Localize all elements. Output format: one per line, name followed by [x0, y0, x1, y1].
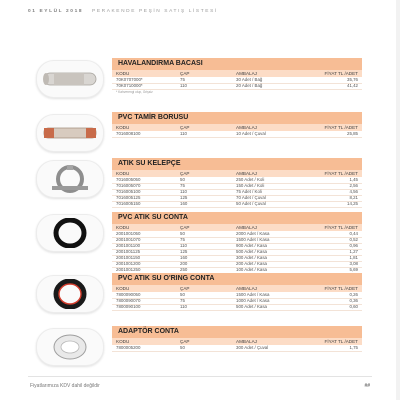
- product-code: 2001001070: [116, 237, 141, 242]
- column-packaging: AMBALAJ: [236, 225, 257, 230]
- header-title: PERAKENDE PEŞİN SATIŞ LİSTESİ: [92, 9, 218, 14]
- product-code: 7800090070: [116, 298, 141, 303]
- product-code: 7016005070: [116, 183, 141, 188]
- column-code: KODU: [116, 71, 130, 76]
- column-diameter: ÇAP: [180, 71, 190, 76]
- product-diameter: 110: [180, 243, 187, 248]
- repair-pipe-icon: [36, 114, 104, 152]
- product-packaging: 300 Adet / Kasa: [236, 255, 268, 260]
- product-diameter: 110: [180, 304, 187, 309]
- product-packaging: 10 Adet / Çuval: [236, 131, 266, 136]
- page-edge: [396, 0, 400, 400]
- product-code: 2001001050: [116, 231, 141, 236]
- column-packaging: AMBALAJ: [236, 286, 257, 291]
- product-code: 70K0707000*: [116, 77, 143, 82]
- product-packaging: 1000 Adet / Kasa: [236, 298, 270, 303]
- column-diameter: ÇAP: [180, 339, 190, 344]
- pipe-clamp-icon: [36, 160, 104, 198]
- product-packaging: 200 Adet / Kasa: [236, 261, 268, 266]
- product-price: 0,26: [349, 292, 358, 297]
- section-title: ADAPTÖR CONTA: [112, 326, 362, 338]
- product-price: 8,21: [349, 195, 358, 200]
- product-packaging: 75 Adet / Koli: [236, 189, 262, 194]
- section-title: ATIK SU KELEPÇE: [112, 158, 362, 170]
- page-number: ##: [364, 383, 370, 389]
- product-packaging: 500 Adet / Kasa: [236, 249, 268, 254]
- column-code: KODU: [116, 225, 130, 230]
- column-diameter: ÇAP: [180, 125, 190, 130]
- product-price: 0,36: [349, 298, 358, 303]
- product-price: 25,85: [347, 131, 358, 136]
- footer-note: Fiyatlarımıza KDV dahil değildir: [30, 383, 100, 389]
- product-price: 4,56: [349, 189, 358, 194]
- product-diameter: 75: [180, 237, 185, 242]
- product-price: 2,56: [349, 183, 358, 188]
- product-diameter: 50: [180, 231, 185, 236]
- column-packaging: AMBALAJ: [236, 71, 257, 76]
- column-price: FİYAT TL /ADET: [324, 286, 358, 291]
- product-diameter: 50: [180, 345, 185, 350]
- product-packaging: 2000 Adet / Kasa: [236, 231, 270, 236]
- product-code: 7016005125: [116, 195, 141, 200]
- product-diameter: 200: [180, 261, 188, 266]
- column-header-row: [112, 338, 362, 345]
- product-code: 2001001250: [116, 267, 141, 272]
- product-code: 7800090050: [116, 292, 141, 297]
- product-price: 0,60: [349, 304, 358, 309]
- product-price: 1,75: [349, 345, 358, 350]
- product-diameter: 125: [180, 195, 188, 200]
- column-price: FİYAT TL /ADET: [324, 339, 358, 344]
- o-ring-gasket-icon: [36, 275, 104, 313]
- product-code: 7800005200: [116, 345, 141, 350]
- product-packaging: 30 Adet / Bağ: [236, 77, 263, 82]
- product-diameter: 110: [180, 189, 187, 194]
- table-row: [112, 83, 362, 90]
- column-packaging: AMBALAJ: [236, 171, 257, 176]
- product-price: 0,96: [349, 243, 358, 248]
- product-diameter: 50: [180, 292, 185, 297]
- product-diameter: 160: [180, 255, 188, 260]
- product-code: 7016005100: [116, 189, 141, 194]
- header-date: 01 EYLÜL 2018: [28, 9, 84, 14]
- table-row: [112, 304, 362, 311]
- product-price: 0,44: [349, 231, 358, 236]
- product-diameter: 125: [180, 249, 188, 254]
- column-packaging: AMBALAJ: [236, 125, 257, 130]
- column-packaging: AMBALAJ: [236, 339, 257, 344]
- adapter-gasket-icon: [36, 328, 104, 366]
- product-code: 7016005050: [116, 177, 141, 182]
- column-price: FİYAT TL /ADET: [324, 71, 358, 76]
- product-code: 2001001125: [116, 249, 141, 254]
- table-row: [112, 201, 362, 208]
- table-row: [112, 131, 362, 138]
- product-diameter: 75: [180, 77, 185, 82]
- product-packaging: 100 Adet / Kasa: [236, 267, 268, 272]
- product-packaging: 20 Adet / Bağ: [236, 83, 263, 88]
- product-price: 0,52: [349, 237, 358, 242]
- section-note: * Kahverengi olup, Grişsiz: [116, 90, 153, 94]
- product-price: 14,25: [347, 201, 358, 206]
- rubber-gasket-icon: [36, 214, 104, 252]
- product-code: 7016005150: [116, 201, 141, 206]
- column-diameter: ÇAP: [180, 171, 190, 176]
- product-packaging: 300 Adet / Çuval: [236, 345, 269, 350]
- column-price: FİYAT TL /ADET: [324, 225, 358, 230]
- product-packaging: 500 Adet / Kasa: [236, 304, 268, 309]
- section-title: PVC ATIK SU CONTA: [112, 212, 362, 224]
- product-price: 1,45: [349, 177, 358, 182]
- product-packaging: 1500 Adet / Kasa: [236, 292, 270, 297]
- product-diameter: 110: [180, 131, 187, 136]
- section-title: PVC ATIK SU O'RING CONTA: [112, 273, 362, 285]
- product-packaging: 250 Adet / Koli: [236, 177, 265, 182]
- section-title: HAVALANDIRMA BACASI: [112, 58, 362, 70]
- product-price: 3,08: [349, 261, 358, 266]
- product-packaging: 900 Adet / Kasa: [236, 243, 268, 248]
- column-header-row: [112, 224, 362, 231]
- column-code: KODU: [116, 171, 130, 176]
- table-row: [112, 345, 362, 352]
- product-packaging: 70 Adet / Çuval: [236, 195, 266, 200]
- product-packaging: 1500 Adet / Kasa: [236, 237, 270, 242]
- column-header-row: [112, 124, 362, 131]
- product-price: 35,76: [347, 77, 358, 82]
- product-packaging: 150 Adet / Koli: [236, 183, 265, 188]
- product-packaging: 50 Adet / Çuval: [236, 201, 266, 206]
- column-diameter: ÇAP: [180, 225, 190, 230]
- product-diameter: 160: [180, 201, 188, 206]
- product-diameter: 110: [180, 83, 187, 88]
- footer-divider: [28, 376, 372, 377]
- product-price: 1,27: [349, 249, 358, 254]
- product-code: 7016008100: [116, 131, 141, 136]
- product-diameter: 75: [180, 183, 185, 188]
- column-price: FİYAT TL /ADET: [324, 125, 358, 130]
- column-header-row: [112, 285, 362, 292]
- product-code: 2001001100: [116, 243, 141, 248]
- ventilation-pipe-icon: [36, 60, 104, 98]
- product-diameter: 50: [180, 177, 185, 182]
- column-header-row: [112, 70, 362, 77]
- product-code: 70K0710000*: [116, 83, 143, 88]
- section-title: PVC TAMİR BORUSU: [112, 112, 362, 124]
- product-price: 1,81: [349, 255, 358, 260]
- product-price: 5,69: [349, 267, 358, 272]
- column-header-row: [112, 170, 362, 177]
- product-code: 2001001200: [116, 261, 141, 266]
- column-code: KODU: [116, 286, 130, 291]
- product-diameter: 250: [180, 267, 188, 272]
- product-price: 41,42: [347, 83, 358, 88]
- column-price: FİYAT TL /ADET: [324, 171, 358, 176]
- product-diameter: 75: [180, 298, 185, 303]
- product-code: 2001001150: [116, 255, 141, 260]
- product-code: 7800090100: [116, 304, 141, 309]
- column-code: KODU: [116, 339, 130, 344]
- column-code: KODU: [116, 125, 130, 130]
- page-header: [28, 9, 390, 14]
- column-diameter: ÇAP: [180, 286, 190, 291]
